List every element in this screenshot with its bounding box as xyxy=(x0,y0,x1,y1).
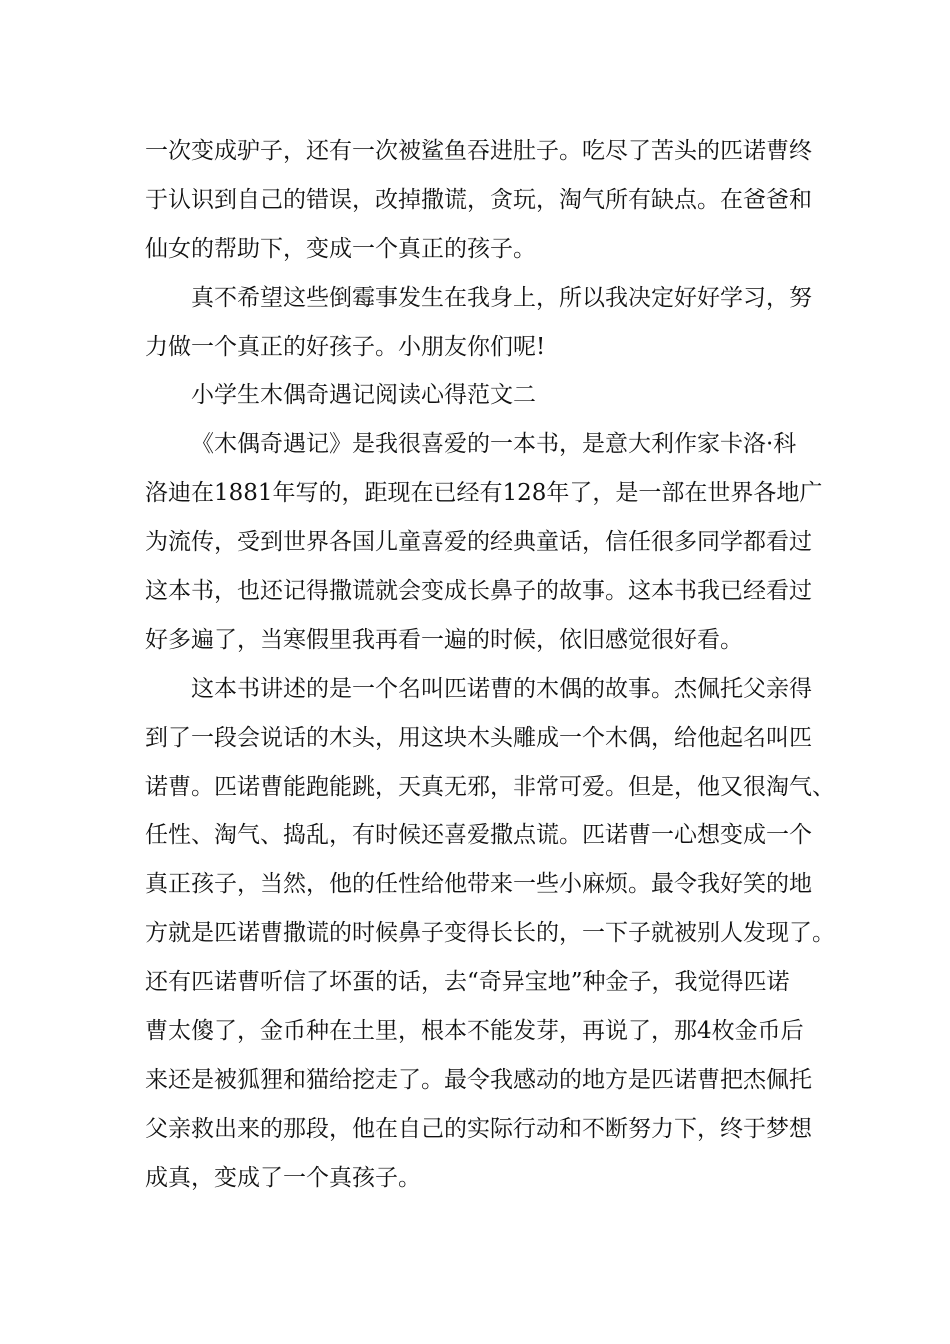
text-line: 到了一段会说话的木头，用这块木头雕成一个木偶，给他起名叫匹 xyxy=(145,724,812,751)
text-line: 来还是被狐狸和猫给挖走了。最令我感动的地方是匹诺曹把杰佩托 xyxy=(145,1066,812,1093)
text-line: 任性、淘气、捣乱，有时候还喜爱撒点谎。匹诺曹一心想变成一个 xyxy=(145,822,812,849)
text-line: 为流传，受到世界各国儿童喜爱的经典童话，信任很多同学都看过 xyxy=(145,529,812,556)
text-line: 洛迪在1881年写的，距现在已经有128年了，是一部在世界各地广 xyxy=(145,480,823,507)
text-line: 好多遍了，当寒假里我再看一遍的时候，依旧感觉很好看。 xyxy=(145,626,743,653)
text-line: 《木偶奇遇记》是我很喜爱的一本书，是意大利作家卡洛·科 xyxy=(191,431,797,458)
text-line: 仙女的帮助下，变成一个真正的孩子。 xyxy=(145,235,536,262)
section-heading: 小学生木偶奇遇记阅读心得范文二 xyxy=(191,382,536,409)
text-line: 一次变成驴子，还有一次被鲨鱼吞进肚子。吃尽了苦头的匹诺曹终 xyxy=(145,138,812,164)
text-line: 还有匹诺曹听信了坏蛋的话，去“奇异宝地”种金子，我觉得匹诺 xyxy=(145,969,790,996)
text-line: 于认识到自己的错误，改掉撒谎，贪玩，淘气所有缺点。在爸爸和 xyxy=(145,186,812,213)
text-line: 方就是匹诺曹撒谎的时候鼻子变得长长的，一下子就被别人发现了。 xyxy=(145,920,835,947)
text-line: 这本书，也还记得撒谎就会变成长鼻子的故事。这本书我已经看过 xyxy=(145,578,812,605)
text-line: 这本书讲述的是一个名叫匹诺曹的木偶的故事。杰佩托父亲得 xyxy=(191,675,812,702)
document-body xyxy=(145,127,835,1203)
text-line: 真不希望这些倒霉事发生在我身上，所以我决定好好学习，努 xyxy=(191,284,812,311)
text-line: 成真，变成了一个真孩子。 xyxy=(145,1164,421,1191)
text-line: 真正孩子，当然，他的任性给他带来一些小麻烦。最令我好笑的地 xyxy=(145,871,812,898)
text-line: 诺曹。匹诺曹能跑能跳，天真无邪，非常可爱。但是，他又很淘气、 xyxy=(145,773,835,800)
text-line: 曹太傻了，金币种在土里，根本不能发芽，再说了，那4枚金币后 xyxy=(145,1018,804,1045)
text-line: 力做一个真正的好孩子。小朋友你们呢! xyxy=(145,333,546,360)
text-line: 父亲救出来的那段，他在自己的实际行动和不断努力下，终于梦想 xyxy=(145,1115,812,1142)
